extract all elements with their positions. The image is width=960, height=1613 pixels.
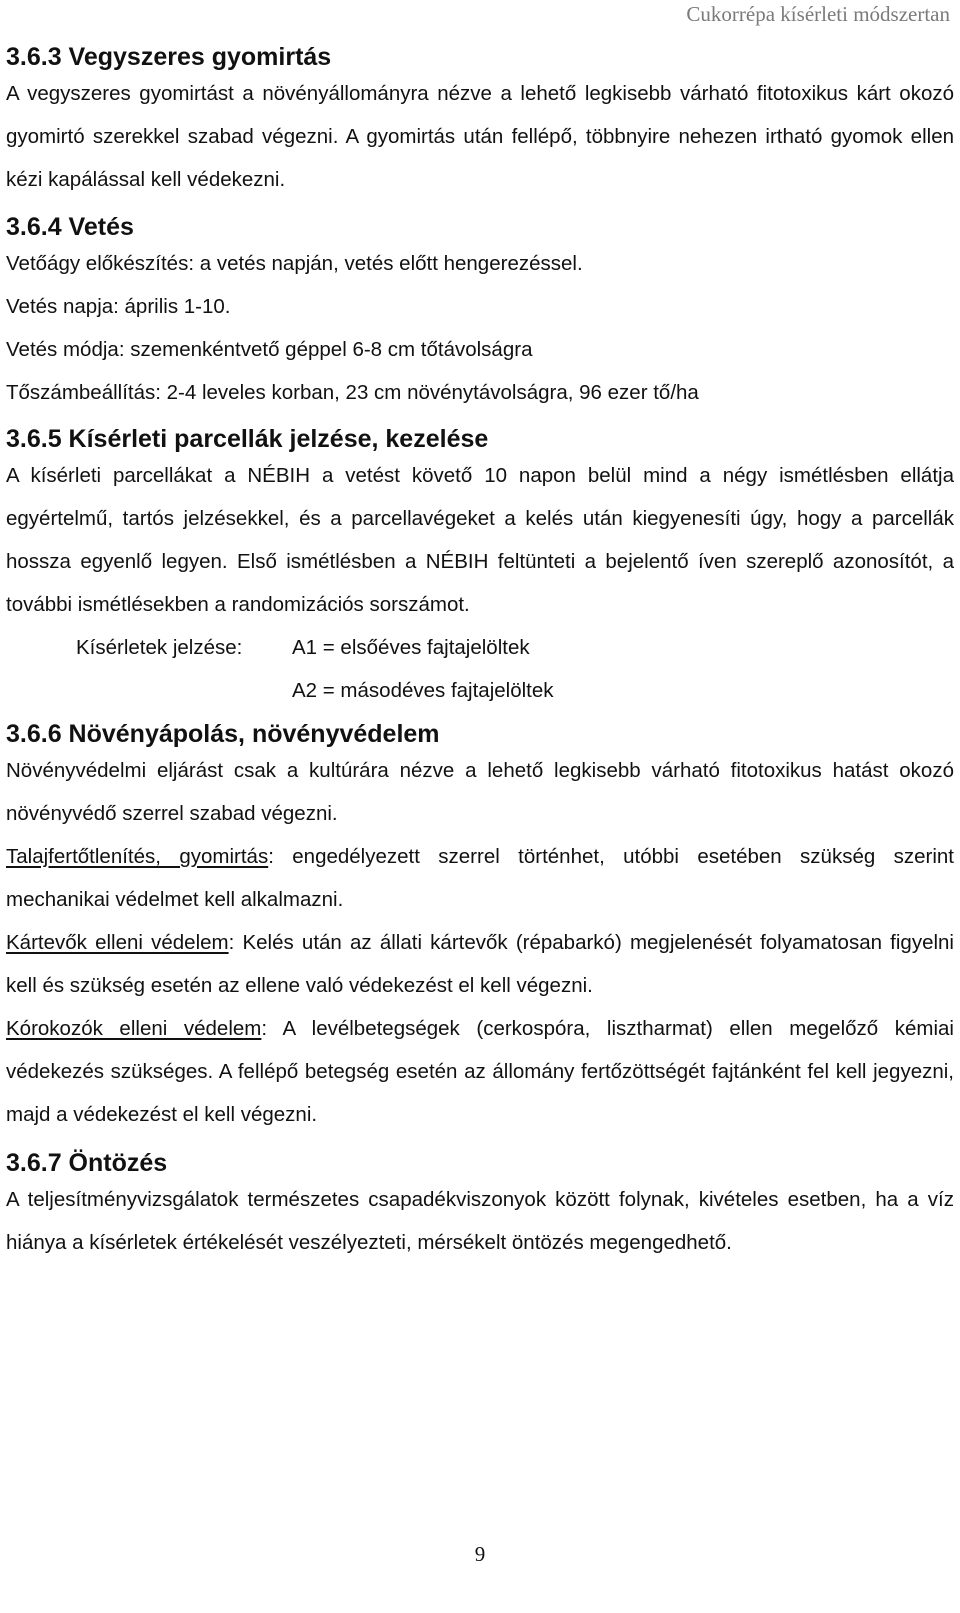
paragraph-disease-control [6, 1007, 954, 1136]
heading-3-6-4: 3.6.4 Vetés [6, 213, 134, 241]
running-header: Cukorrépa kísérleti módszertan [686, 2, 950, 26]
disease-control-text: : A levélbetegségek (cerkospóra, lisztharmat) ellen megelőző kémiai védekezés szükséges. A fellépő betegség esetén az állomány fertőzöttségét fajtánként fel kell jegyezni, majd a védekezést el kell végezni. [6, 1017, 954, 1126]
heading-3-6-6: 3.6.6 Növényápolás, növényvédelem [6, 720, 440, 748]
sowing-prep-line: Vetőágy előkészítés: a vetés napján, vetés előtt hengerezéssel. [6, 252, 583, 275]
disease-control-label: Kórokozók elleni védelem [6, 1017, 262, 1040]
plant-density-line: Tőszámbeállítás: 2-4 leveles korban, 23 cm növénytávolságra, 96 ezer tő/ha [6, 381, 699, 404]
paragraph-3-6-5: A kísérleti parcellákat a NÉBIH a vetést követő 10 napon belül mind a négy ismétlésben ellátja egyértelmű, tartós jelzésekkel, és a parcellavégeket a kelés után kiegyenesíti úgy, hogy a parcellák hossza egyenlő legyen. Első ismétlésben a NÉBIH feltünteti a bejelentő íven szereplő azonosítót, a további ismétlésekben a randomizációs sorszámot. [6, 464, 954, 616]
paragraph-3-6-3: A vegyszeres gyomirtást a növényállományra nézve a lehető legkisebb várható fitotoxikus kárt okozó gyomirtó szerekkel szabad végezni. A gyomirtás után fellépő, többnyire nehezen irtható gyomok ellen kézi kapálással kell védekezni. [6, 82, 954, 191]
page-number: 9 [474, 1542, 486, 1566]
marking-label-spacer [6, 669, 292, 712]
soil-disinfection-label: Talajfertőtlenítés, gyomirtás [6, 845, 269, 868]
paragraph-plant-protection: Növényvédelmi eljárást csak a kultúrára nézve a lehető legkisebb várható fitotoxikus hatást okozó növényvédő szerrel szabad végezni. [6, 759, 954, 825]
pest-control-label: Kártevők elleni védelem [6, 931, 229, 954]
sowing-date-line: Vetés napja: április 1-10. [6, 295, 231, 318]
marking-label: Kísérletek jelzése: [76, 636, 243, 659]
marking-a2: A2 = másodéves fajtajelöltek [292, 679, 554, 702]
soil-disinfection-text: : engedélyezett szerrel történhet, utóbbi esetében szükség szerint mechanikai védelmet kell alkalmazni. [6, 845, 954, 911]
paragraph-pest-control [6, 921, 954, 1007]
heading-3-6-3: 3.6.3 Vegyszeres gyomirtás [6, 43, 332, 71]
heading-3-6-5: 3.6.5 Kísérleti parcellák jelzése, kezelése [6, 425, 489, 453]
paragraph-irrigation: A teljesítményvizsgálatok természetes csapadékviszonyok között folynak, kivételes esetben, ha a víz hiánya a kísérletek értékelését veszélyezteti, mérsékelt öntözés megengedhető. [6, 1188, 954, 1254]
plot-marking-block [6, 626, 954, 712]
page-content [6, 36, 954, 1264]
marking-row-a2 [6, 669, 954, 712]
paragraph-soil-disinfection [6, 835, 954, 921]
heading-3-6-7: 3.6.7 Öntözés [6, 1149, 168, 1177]
marking-a1: A1 = elsőéves fajtajelöltek [292, 636, 530, 659]
pest-control-text: : Kelés után az állati kártevők (répabarkó) megjelenését folyamatosan figyelni kell és szükség esetén az ellene való védekezést el kell végezni. [6, 931, 954, 997]
marking-row-a1 [6, 626, 954, 669]
sowing-method-line: Vetés módja: szemenkéntvető géppel 6-8 cm tőtávolságra [6, 338, 533, 361]
